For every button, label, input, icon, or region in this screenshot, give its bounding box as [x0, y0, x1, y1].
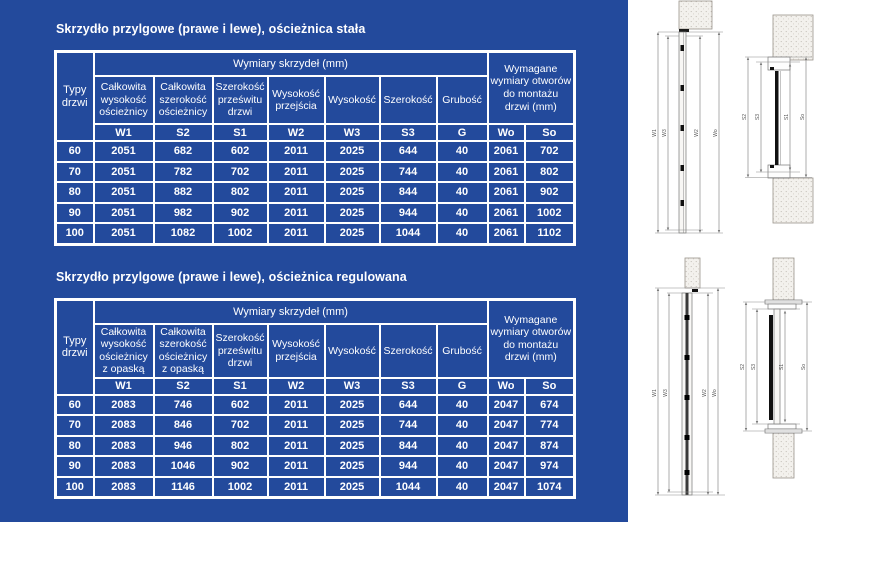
cell-num: 802: [213, 182, 268, 203]
wall-hatch: [773, 15, 813, 60]
cell-num: 2025: [325, 203, 380, 224]
spec-table-adjustable-frame-container: [54, 298, 576, 499]
cell-corner: Typy drzwi: [56, 52, 94, 142]
cell-sym: W3: [325, 124, 380, 141]
cell-num: 2025: [325, 456, 380, 477]
cell-num: 2011: [268, 223, 325, 244]
dimension-label: S1: [779, 363, 785, 371]
cell-num: 2083: [94, 456, 154, 477]
cell-num: 2011: [268, 395, 325, 416]
cell-group: Wymiary skrzydeł (mm): [94, 300, 488, 325]
cell-rowhead: 90: [56, 456, 94, 477]
cell-num: 674: [525, 395, 575, 416]
cell-num: 702: [213, 162, 268, 183]
table-title-fixed-frame: Skrzydło przylgowe (prawe i lewe), ościeżnica stała: [56, 22, 366, 36]
cell-rowhead: 100: [56, 223, 94, 244]
drawing-horizontal-section-fixed-frame: [740, 10, 822, 225]
cell-sym: W2: [268, 378, 325, 395]
dimension-label: Wo: [713, 129, 719, 137]
cell-num: 2011: [268, 477, 325, 498]
cell-num: 2011: [268, 456, 325, 477]
cell-sym: W1: [94, 378, 154, 395]
cell-corner: Typy drzwi: [56, 300, 94, 395]
cell-num: 1044: [380, 223, 437, 244]
cell-num: 946: [154, 436, 213, 457]
cell-rowhead: 80: [56, 182, 94, 203]
cell-num: 982: [154, 203, 213, 224]
cell-hdr: Wysokość przejścia: [268, 324, 325, 378]
hinge-mark: [685, 315, 690, 320]
cell-num: 2061: [488, 182, 525, 203]
hinge-mark: [681, 165, 685, 171]
cell-rowhead: 70: [56, 415, 94, 436]
cell-num: 2083: [94, 477, 154, 498]
cell-num: 40: [437, 436, 488, 457]
dimension-label: W3: [663, 389, 669, 397]
cell-num: 2047: [488, 436, 525, 457]
cell-num: 2061: [488, 223, 525, 244]
hinge-mark: [685, 435, 690, 440]
cell-hdr: Szerokość prześwitu drzwi: [213, 76, 268, 124]
cell-num: 2011: [268, 162, 325, 183]
cell-num: 2051: [94, 162, 154, 183]
cell-hdr: Szerokość prześwitu drzwi: [213, 324, 268, 378]
cell-num: 644: [380, 141, 437, 162]
cell-rowhead: 60: [56, 141, 94, 162]
cell-num: 2047: [488, 395, 525, 416]
cell-num: 746: [154, 395, 213, 416]
cell-num: 702: [525, 141, 575, 162]
cell-num: 1074: [525, 477, 575, 498]
cell-num: 844: [380, 182, 437, 203]
hinge-mark: [681, 45, 685, 51]
cell-sym: W1: [94, 124, 154, 141]
dimension-label: S2: [742, 113, 748, 121]
cell-sym: W2: [268, 124, 325, 141]
cell-num: 902: [213, 456, 268, 477]
cell-num: 2047: [488, 415, 525, 436]
cell-num: 1002: [213, 477, 268, 498]
cell-num: 2061: [488, 162, 525, 183]
dimension-label: W2: [694, 129, 700, 137]
hinge-mark: [681, 200, 685, 206]
cell-num: 40: [437, 456, 488, 477]
cell-num: 2051: [94, 141, 154, 162]
cell-num: 744: [380, 415, 437, 436]
cell-num: 774: [525, 415, 575, 436]
cell-hdr: Wysokość przejścia: [268, 76, 325, 124]
cell-num: 702: [213, 415, 268, 436]
cell-num: 744: [380, 162, 437, 183]
cell-sym: W3: [325, 378, 380, 395]
dimension-label: Wo: [712, 389, 718, 397]
frame-head: [679, 29, 689, 32]
drawing-vertical-section-fixed-frame: [645, 0, 730, 245]
cell-num: 2061: [488, 141, 525, 162]
cell-num: 1082: [154, 223, 213, 244]
cell-num: 874: [525, 436, 575, 457]
cell-rowhead: 100: [56, 477, 94, 498]
cell-num: 682: [154, 141, 213, 162]
cell-num: 40: [437, 141, 488, 162]
cell-sym: S3: [380, 124, 437, 141]
cell-num: 844: [380, 436, 437, 457]
spec-table: [54, 50, 576, 246]
cell-num: 974: [525, 456, 575, 477]
cell-group: Wymiary skrzydeł (mm): [94, 52, 488, 77]
cell-num: 1044: [380, 477, 437, 498]
cell-num: 2025: [325, 436, 380, 457]
frame-profile: [768, 304, 796, 309]
cell-num: 1002: [213, 223, 268, 244]
cell-num: 1046: [154, 456, 213, 477]
cell-num: 802: [525, 162, 575, 183]
drawing-horizontal-section-adjustable-frame: [740, 255, 830, 483]
cell-num: 2011: [268, 415, 325, 436]
cell-num: 2025: [325, 141, 380, 162]
cell-rowhead: 80: [56, 436, 94, 457]
cell-num: 882: [154, 182, 213, 203]
drawing-vertical-section-adjustable-frame: [645, 255, 730, 505]
cell-num: 2011: [268, 203, 325, 224]
hinge-mark: [685, 470, 690, 475]
dimension-label: W1: [652, 129, 658, 137]
cell-num: 2025: [325, 395, 380, 416]
cell-sym: Wo: [488, 124, 525, 141]
cell-hdr: Całkowita szerokość ościeżnicy z opaską: [154, 324, 213, 378]
cell-sym: So: [525, 124, 575, 141]
cell-num: 2025: [325, 182, 380, 203]
dimension-label: S3: [755, 113, 761, 121]
cell-num: 2083: [94, 415, 154, 436]
table-title-adjustable-frame: Skrzydło przylgowe (prawe i lewe), ościeżnica regulowana: [56, 270, 407, 284]
cell-sym: S3: [380, 378, 437, 395]
cell-hdr: Wysokość: [325, 324, 380, 378]
cell-num: 2025: [325, 477, 380, 498]
cell-hdr: Wysokość: [325, 76, 380, 124]
cell-num: 40: [437, 162, 488, 183]
wall-hatch: [773, 178, 813, 223]
frame-head: [692, 289, 698, 292]
cell-num: 40: [437, 223, 488, 244]
cell-num: 602: [213, 395, 268, 416]
wall-hatch: [679, 1, 712, 29]
cell-sym: S2: [154, 124, 213, 141]
cell-num: 2051: [94, 203, 154, 224]
frame-profile: [768, 424, 796, 429]
wall-hatch: [773, 433, 794, 478]
hinge-mark: [681, 85, 685, 91]
dimension-label: W1: [652, 389, 658, 397]
cell-rowhead: 90: [56, 203, 94, 224]
dimension-label: S2: [740, 363, 746, 371]
cell-num: 644: [380, 395, 437, 416]
hinge-mark: [685, 355, 690, 360]
cell-num: 2083: [94, 395, 154, 416]
cell-required: Wymagane wymiary otworów do montażu drzwi (mm): [488, 52, 575, 125]
cell-num: 1146: [154, 477, 213, 498]
cell-num: 40: [437, 182, 488, 203]
cell-required: Wymagane wymiary otworów do montażu drzwi (mm): [488, 300, 575, 378]
cell-num: 1102: [525, 223, 575, 244]
cell-num: 2051: [94, 223, 154, 244]
cell-num: 944: [380, 203, 437, 224]
cell-num: 2025: [325, 162, 380, 183]
cell-num: 782: [154, 162, 213, 183]
cell-hdr: Grubość: [437, 76, 488, 124]
cell-num: 944: [380, 456, 437, 477]
hinge-mark: [685, 395, 690, 400]
cell-hdr: Szerokość: [380, 76, 437, 124]
spec-table: [54, 298, 576, 499]
cell-num: 40: [437, 395, 488, 416]
door-leaf-section: [769, 315, 773, 420]
dimension-label: So: [801, 363, 807, 371]
cell-num: 2061: [488, 203, 525, 224]
dimension-label: S3: [751, 363, 757, 371]
cell-sym: S2: [154, 378, 213, 395]
cell-sym: S1: [213, 124, 268, 141]
cell-num: 2011: [268, 436, 325, 457]
dimension-label: W2: [702, 389, 708, 397]
dimension-label: W3: [662, 129, 668, 137]
cell-num: 2011: [268, 182, 325, 203]
cell-hdr: Całkowita szerokość ościeżnicy: [154, 76, 213, 124]
cell-num: 2047: [488, 477, 525, 498]
cell-num: 602: [213, 141, 268, 162]
cell-rowhead: 70: [56, 162, 94, 183]
cell-sym: G: [437, 378, 488, 395]
cell-rowhead: 60: [56, 395, 94, 416]
cell-num: 802: [213, 436, 268, 457]
cell-num: 40: [437, 415, 488, 436]
cell-num: 846: [154, 415, 213, 436]
cell-hdr: Grubość: [437, 324, 488, 378]
cell-hdr: Całkowita wysokość ościeżnicy z opaską: [94, 324, 154, 378]
cell-num: 902: [213, 203, 268, 224]
cell-sym: Wo: [488, 378, 525, 395]
hinge-mark: [681, 125, 685, 131]
cell-num: 2083: [94, 436, 154, 457]
wall-hatch: [685, 258, 700, 288]
cell-num: 2047: [488, 456, 525, 477]
cell-num: 2025: [325, 415, 380, 436]
cell-hdr: Całkowita wysokość ościeżnicy: [94, 76, 154, 124]
cell-num: 2051: [94, 182, 154, 203]
cell-num: 1002: [525, 203, 575, 224]
cell-hdr: Szerokość: [380, 324, 437, 378]
cell-num: 2011: [268, 141, 325, 162]
cell-num: 902: [525, 182, 575, 203]
cell-num: 40: [437, 203, 488, 224]
dimension-label: So: [800, 113, 806, 121]
cell-sym: G: [437, 124, 488, 141]
cell-num: 2025: [325, 223, 380, 244]
door-leaf-section: [775, 71, 779, 165]
cell-sym: So: [525, 378, 575, 395]
wall-hatch: [773, 258, 794, 300]
cell-sym: S1: [213, 378, 268, 395]
dimension-label: S1: [784, 113, 790, 121]
spec-table-fixed-frame-container: [54, 50, 576, 246]
cell-num: 40: [437, 477, 488, 498]
